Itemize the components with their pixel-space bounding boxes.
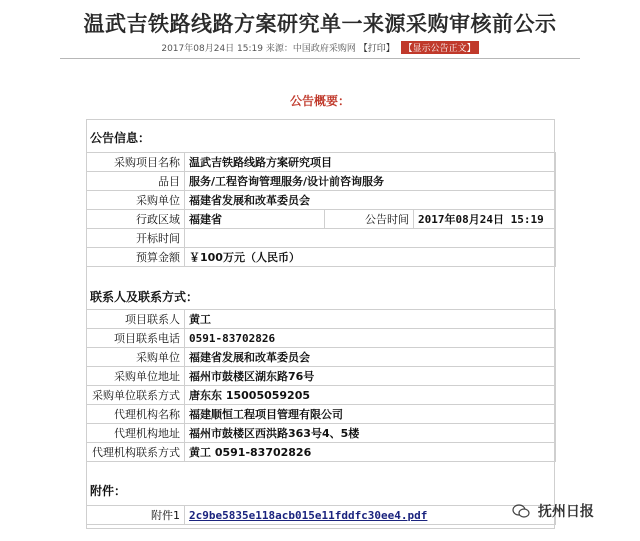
view-original-button[interactable]: 【显示公告正文】: [401, 41, 479, 54]
bid-time-label: 开标时间: [87, 229, 185, 248]
category-value: 服务/工程咨询管理服务/设计前咨询服务: [185, 172, 556, 191]
contacts-table: [86, 309, 556, 462]
publish-time-value: 2017年08月24日 15:19: [414, 210, 556, 229]
budget-value: ￥100万元（人民币）: [185, 248, 556, 267]
agency-contact-value: 黄工 0591-83702826: [185, 443, 556, 462]
notice-table: [86, 152, 556, 267]
page-title: 温武吉铁路线路方案研究单一来源采购审核前公示: [83, 12, 557, 36]
source-text: 来源：中国政府采购网: [265, 44, 356, 54]
contact-buyer-label: 采购单位: [87, 348, 185, 367]
agency-value: 福建顺恒工程项目管理有限公司: [185, 405, 556, 424]
agency-address-value: 福州市鼓楼区西洪路363号4、5楼: [185, 424, 556, 443]
bid-time-value: [185, 229, 556, 248]
attachment-file-link[interactable]: 2c9be5835e118acb015e11fddfc30ee4.pdf: [189, 508, 428, 522]
publish-date: 2017年08月24日 15:19: [161, 44, 263, 54]
attachment-cell: [185, 506, 556, 525]
buyer-address-value: 福州市鼓楼区湖东路76号: [185, 367, 556, 386]
table-row: [87, 191, 556, 210]
buyer-label: 采购单位: [87, 191, 185, 210]
watermark: [512, 501, 594, 521]
table-row: [87, 329, 556, 348]
table-row: [87, 506, 556, 525]
print-link[interactable]: 【打印】: [358, 44, 395, 54]
article-meta: [0, 41, 640, 54]
table-row: [87, 348, 556, 367]
attachments-table: [86, 505, 556, 525]
table-row: [87, 443, 556, 462]
region-value: 福建省: [185, 210, 325, 229]
buyer-contact-label: 采购单位联系方式: [87, 386, 185, 405]
table-row: [87, 405, 556, 424]
project-phone-label: 项目联系电话: [87, 329, 185, 348]
divider: [60, 58, 580, 59]
publish-time-label: 公告时间: [325, 210, 414, 229]
budget-label: 预算金额: [87, 248, 185, 267]
agency-label: 代理机构名称: [87, 405, 185, 424]
table-row: [87, 210, 556, 229]
project-contact-value: 黄工: [185, 310, 556, 329]
project-phone-value: 0591-83702826: [185, 329, 556, 348]
project-name-value: 温武吉铁路线路方案研究项目: [185, 153, 556, 172]
project-name-label: 采购项目名称: [87, 153, 185, 172]
category-label: 品目: [87, 172, 185, 191]
section-notice-info: 公告信息：: [90, 131, 151, 145]
table-row: [87, 153, 556, 172]
wechat-icon: [512, 504, 530, 518]
region-label: 行政区域: [87, 210, 185, 229]
section-contacts: 联系人及联系方式：: [90, 290, 199, 304]
contact-buyer-value: 福建省发展和改革委员会: [185, 348, 556, 367]
buyer-address-label: 采购单位地址: [87, 367, 185, 386]
table-row: [87, 386, 556, 405]
table-row: [87, 172, 556, 191]
section-attachments: 附件：: [90, 484, 127, 498]
table-row: [87, 367, 556, 386]
agency-address-label: 代理机构地址: [87, 424, 185, 443]
watermark-text: 抚州日报: [537, 504, 594, 520]
table-row: [87, 229, 556, 248]
buyer-value: 福建省发展和改革委员会: [185, 191, 556, 210]
agency-contact-label: 代理机构联系方式: [87, 443, 185, 462]
table-row: [87, 310, 556, 329]
attachment-label: 附件1: [87, 506, 185, 525]
project-contact-label: 项目联系人: [87, 310, 185, 329]
buyer-contact-value: 唐东东 15005059205: [185, 386, 556, 405]
table-row: [87, 248, 556, 267]
summary-title: 公告概要：: [289, 94, 350, 108]
table-row: [87, 424, 556, 443]
